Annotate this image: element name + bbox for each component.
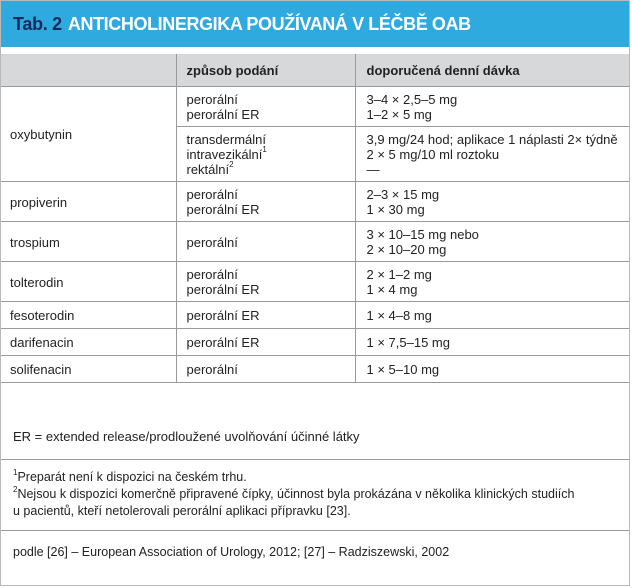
header-route: způsob podání: [176, 54, 355, 87]
dose-text: 1 × 7,5–15 mg: [366, 335, 450, 350]
footnote-ref: 2: [229, 160, 234, 170]
table-row: [1, 356, 629, 383]
footnote-mark: 1: [13, 467, 18, 477]
table-header-row: [1, 54, 629, 87]
route-cell: [176, 222, 355, 262]
route-text: perorální: [186, 92, 238, 107]
route-text: perorální: [186, 267, 238, 282]
dose-text: 2 × 10–20 mg: [366, 242, 447, 257]
route-cell: [176, 302, 355, 329]
abbreviation-note: ER = extended release/prodloužené uvolňování účinné látky: [13, 429, 360, 444]
dose-text: 2 × 1–2 mg: [366, 267, 432, 282]
dose-cell: [355, 329, 629, 356]
dose-cell: [355, 182, 629, 222]
dose-text: 1–2 × 5 mg: [366, 107, 432, 122]
dose-text: 3 × 10–15 mg nebo: [366, 227, 479, 242]
dose-cell: [355, 127, 629, 182]
route-cell: [176, 127, 355, 182]
table-row: [1, 182, 629, 222]
route-text: perorální ER: [186, 107, 260, 122]
route-cell: [176, 262, 355, 302]
route-text: rektální: [186, 161, 230, 177]
dose-text: 3,9 mg/24 hod; aplikace 1 náplasti 2× týdně: [366, 131, 618, 147]
footnote-1: [13, 467, 247, 485]
route-text: perorální ER: [186, 202, 260, 217]
route-cell: [176, 329, 355, 356]
route-text: transdermální: [186, 131, 266, 147]
dose-cell: [355, 302, 629, 329]
footnote-2-cont: u pacientů, kteří netolerovali perorální aplikaci přípravku [23].: [13, 504, 351, 518]
drug-name: fesoterodin: [1, 302, 176, 329]
route-cell: [176, 356, 355, 383]
route-text: perorální: [186, 187, 238, 202]
drug-name: trospium: [1, 222, 176, 262]
table-row: [1, 302, 629, 329]
table-row: [1, 87, 629, 127]
table-title: ANTICHOLINERGIKA POUŽÍVANÁ V LÉČBĚ OAB: [67, 13, 471, 34]
drug-name: darifenacin: [1, 329, 176, 356]
footnote-text: Preparát není k dispozici na českém trhu.: [17, 470, 247, 484]
table-number: Tab. 2: [13, 13, 62, 34]
dose-cell: [355, 262, 629, 302]
route-text: perorální ER: [186, 308, 260, 323]
route-text: perorální: [186, 234, 238, 250]
dose-text: 2–3 × 15 mg: [366, 187, 440, 202]
dose-cell: [355, 356, 629, 383]
drug-name: tolterodin: [1, 262, 176, 302]
table-row: [1, 262, 629, 302]
footnote-mark: 2: [13, 484, 18, 494]
table-row: [1, 222, 629, 262]
dose-text: —: [366, 161, 380, 177]
dose-text: 1 × 30 mg: [366, 202, 425, 217]
route-text: perorální ER: [186, 335, 260, 350]
header-dose: doporučená denní dávka: [355, 54, 629, 87]
footnote-ref: 1: [262, 145, 267, 155]
route-text: perorální ER: [186, 282, 260, 297]
route-text: perorální: [186, 362, 238, 377]
dose-text: 3–4 × 2,5–5 mg: [366, 92, 458, 107]
route-text: intravezikální: [186, 146, 263, 162]
table-row: [1, 329, 629, 356]
table-title-bar: [1, 1, 629, 47]
route-cell: [176, 87, 355, 127]
divider: [1, 459, 629, 460]
route-cell: [176, 182, 355, 222]
divider: [1, 530, 629, 531]
dose-cell: [355, 222, 629, 262]
drug-name: solifenacin: [1, 356, 176, 383]
dose-text: 2 × 5 mg/10 ml roztoku: [366, 146, 500, 162]
drug-name: oxybutynin: [1, 87, 176, 182]
dose-cell: [355, 87, 629, 127]
drug-table: [1, 54, 629, 383]
dose-text: 1 × 4 mg: [366, 282, 418, 297]
drug-name: propiverin: [1, 182, 176, 222]
dose-text: 1 × 4–8 mg: [366, 308, 432, 323]
dose-text: 1 × 5–10 mg: [366, 362, 440, 377]
footnote-2: [13, 484, 575, 502]
footnote-text: Nejsou k dispozici komerčně připravené čípky, účinnost byla prokázána v několika klinických studiích: [17, 487, 575, 501]
source-note: podle [26] – European Association of Urology, 2012; [27] – Radziszewski, 2002: [13, 545, 450, 559]
header-drug: [1, 54, 176, 87]
